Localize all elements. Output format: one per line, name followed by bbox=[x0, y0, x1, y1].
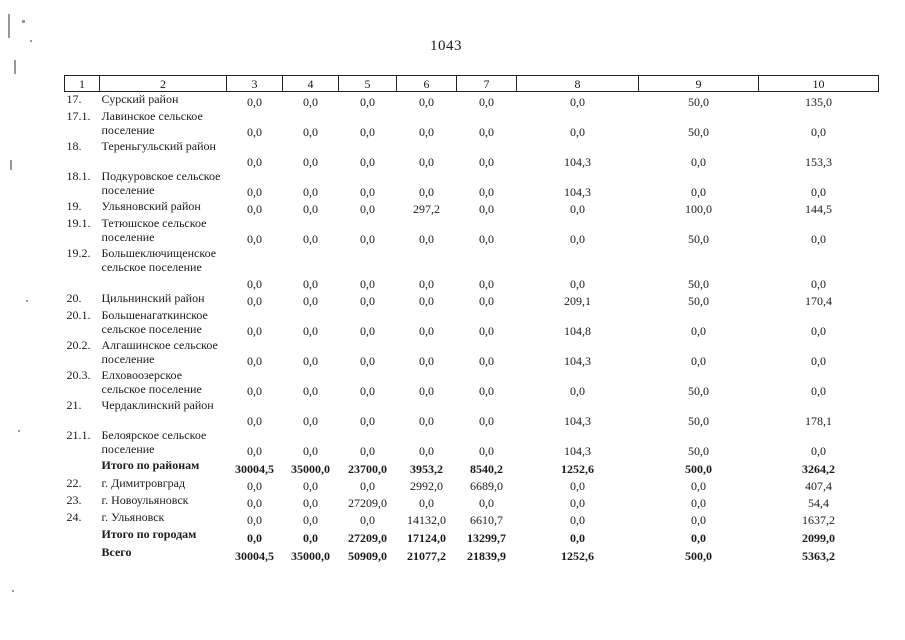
cell-value: 0,0 bbox=[691, 154, 706, 169]
cell-value: 0,0 bbox=[419, 383, 434, 398]
cell-value: 3264,2 bbox=[802, 461, 835, 476]
row-number: 20.3. bbox=[66, 367, 91, 382]
cell-value: 0,0 bbox=[479, 231, 494, 246]
table-row bbox=[65, 92, 879, 109]
scan-artifact bbox=[10, 160, 12, 170]
cell-value: 104,3 bbox=[564, 443, 591, 458]
cell-value: 2992,0 bbox=[410, 478, 443, 493]
cell-value: 50,0 bbox=[688, 231, 709, 246]
cell-value: 0,0 bbox=[811, 353, 826, 368]
row-name: Цильнинский район bbox=[101, 290, 205, 305]
cell-value: 500,0 bbox=[685, 548, 712, 563]
cell-value: 0,0 bbox=[360, 154, 375, 169]
cell-value: 0,0 bbox=[479, 293, 494, 308]
cell-value: 104,8 bbox=[564, 323, 591, 338]
cell-value: 0,0 bbox=[419, 154, 434, 169]
cell-value: 0,0 bbox=[419, 353, 434, 368]
cell-value: 0,0 bbox=[479, 124, 494, 139]
table-row bbox=[65, 338, 879, 368]
scan-artifact bbox=[8, 14, 10, 38]
scan-artifact bbox=[30, 40, 32, 42]
row-name: Тереньгульский район bbox=[101, 138, 216, 153]
cell-value: 50,0 bbox=[688, 124, 709, 139]
cell-value: 13299,7 bbox=[467, 530, 506, 545]
cell-value: 0,0 bbox=[570, 530, 585, 545]
cell-value: 0,0 bbox=[811, 383, 826, 398]
cell-value: 0,0 bbox=[691, 478, 706, 493]
cell-value: 0,0 bbox=[247, 293, 262, 308]
cell-value: 0,0 bbox=[419, 184, 434, 199]
cell-value: 0,0 bbox=[360, 201, 375, 216]
cell-value: 0,0 bbox=[247, 184, 262, 199]
column-header: 8 bbox=[517, 76, 639, 92]
cell-value: 0,0 bbox=[360, 184, 375, 199]
cell-value: 0,0 bbox=[247, 512, 262, 527]
cell-value: 54,4 bbox=[808, 495, 829, 510]
cell-value: 0,0 bbox=[811, 184, 826, 199]
cell-value: 0,0 bbox=[419, 94, 434, 109]
table-row bbox=[65, 109, 879, 139]
cell-value: 170,4 bbox=[805, 293, 832, 308]
cell-value: 0,0 bbox=[570, 124, 585, 139]
cell-value: 0,0 bbox=[247, 495, 262, 510]
column-header: 5 bbox=[339, 76, 397, 92]
row-number: 19. bbox=[66, 198, 82, 213]
cell-value: 0,0 bbox=[360, 383, 375, 398]
row-name: Всего bbox=[101, 544, 132, 559]
cell-value: 50,0 bbox=[688, 413, 709, 428]
row-name: г. Ульяновск bbox=[101, 509, 165, 524]
cell-value: 104,3 bbox=[564, 353, 591, 368]
row-number: 22. bbox=[66, 475, 82, 490]
row-number: 18. bbox=[66, 138, 82, 153]
total-row bbox=[65, 527, 879, 545]
cell-value: 8540,2 bbox=[470, 461, 503, 476]
table-row bbox=[65, 510, 879, 527]
cell-value: 0,0 bbox=[479, 413, 494, 428]
cell-value: 500,0 bbox=[685, 461, 712, 476]
cell-value: 0,0 bbox=[570, 276, 585, 291]
cell-value: 0,0 bbox=[303, 413, 318, 428]
row-number: 20. bbox=[66, 290, 82, 305]
cell-value: 35000,0 bbox=[291, 548, 330, 563]
cell-value: 3953,2 bbox=[410, 461, 443, 476]
column-header: 9 bbox=[639, 76, 759, 92]
cell-value: 0,0 bbox=[479, 495, 494, 510]
total-row bbox=[65, 458, 879, 476]
column-header: 1 bbox=[65, 76, 100, 92]
cell-value: 30004,5 bbox=[235, 461, 274, 476]
cell-value: 0,0 bbox=[247, 154, 262, 169]
total-row bbox=[65, 545, 879, 563]
cell-value: 50,0 bbox=[688, 293, 709, 308]
row-number: 17. bbox=[66, 92, 82, 106]
cell-value: 0,0 bbox=[570, 478, 585, 493]
cell-value: 50,0 bbox=[688, 94, 709, 109]
cell-value: 1252,6 bbox=[561, 548, 594, 563]
cell-value: 0,0 bbox=[419, 323, 434, 338]
cell-value: 0,0 bbox=[247, 276, 262, 291]
cell-value: 0,0 bbox=[570, 512, 585, 527]
cell-value: 0,0 bbox=[419, 293, 434, 308]
cell-value: 0,0 bbox=[247, 353, 262, 368]
row-name: Елховоозерское сельское поселение bbox=[101, 367, 202, 396]
row-name: Подкуровское сельское поселение bbox=[101, 168, 221, 197]
row-number: 21. bbox=[66, 397, 82, 412]
cell-value: 21839,9 bbox=[467, 548, 506, 563]
cell-value: 0,0 bbox=[360, 323, 375, 338]
cell-value: 0,0 bbox=[479, 383, 494, 398]
cell-value: 297,2 bbox=[413, 201, 440, 216]
table-row bbox=[65, 398, 879, 428]
row-number: 21.1. bbox=[66, 427, 91, 442]
cell-value: 0,0 bbox=[479, 353, 494, 368]
cell-value: 0,0 bbox=[811, 323, 826, 338]
cell-value: 104,3 bbox=[564, 184, 591, 199]
table-row bbox=[65, 428, 879, 458]
cell-value: 0,0 bbox=[419, 443, 434, 458]
cell-value: 0,0 bbox=[303, 94, 318, 109]
cell-value: 178,1 bbox=[805, 413, 832, 428]
row-name: Итого по городам bbox=[101, 526, 197, 541]
table-row bbox=[65, 476, 879, 493]
row-number: 19.2. bbox=[66, 245, 91, 260]
cell-value: 100,0 bbox=[685, 201, 712, 216]
row-name: Тетюшское сельское поселение bbox=[101, 215, 207, 244]
cell-value: 0,0 bbox=[247, 94, 262, 109]
cell-value: 0,0 bbox=[811, 124, 826, 139]
budget-table bbox=[64, 75, 879, 563]
cell-value: 0,0 bbox=[479, 276, 494, 291]
row-number bbox=[65, 527, 100, 545]
scan-artifact bbox=[14, 60, 16, 74]
cell-value: 407,4 bbox=[805, 478, 832, 493]
cell-value: 6689,0 bbox=[470, 478, 503, 493]
cell-value: 153,3 bbox=[805, 154, 832, 169]
row-number: 23. bbox=[66, 492, 82, 507]
cell-value: 0,0 bbox=[303, 478, 318, 493]
table-row bbox=[65, 216, 879, 246]
cell-value: 0,0 bbox=[303, 124, 318, 139]
cell-value: 0,0 bbox=[303, 231, 318, 246]
cell-value: 30004,5 bbox=[235, 548, 274, 563]
cell-value: 0,0 bbox=[691, 512, 706, 527]
cell-value: 0,0 bbox=[247, 478, 262, 493]
row-name: г. Новоульяновск bbox=[101, 492, 189, 507]
cell-value: 0,0 bbox=[360, 413, 375, 428]
row-number bbox=[65, 458, 100, 476]
cell-value: 6610,7 bbox=[470, 512, 503, 527]
cell-value: 0,0 bbox=[303, 530, 318, 545]
cell-value: 27209,0 bbox=[348, 530, 387, 545]
cell-value: 0,0 bbox=[811, 231, 826, 246]
cell-value: 0,0 bbox=[247, 383, 262, 398]
cell-value: 27209,0 bbox=[348, 495, 387, 510]
row-name: Большеключищенское сельское поселение bbox=[101, 245, 217, 274]
cell-value: 0,0 bbox=[303, 495, 318, 510]
row-name: Чердаклинский район bbox=[101, 397, 214, 412]
row-number: 20.1. bbox=[66, 307, 91, 322]
cell-value: 0,0 bbox=[811, 276, 826, 291]
cell-value: 0,0 bbox=[419, 231, 434, 246]
table-row bbox=[65, 246, 879, 291]
cell-value: 50,0 bbox=[688, 443, 709, 458]
table-row bbox=[65, 308, 879, 338]
cell-value: 0,0 bbox=[303, 512, 318, 527]
cell-value: 0,0 bbox=[303, 154, 318, 169]
row-name: Белоярское сельское поселение bbox=[101, 427, 207, 456]
cell-value: 0,0 bbox=[303, 443, 318, 458]
cell-value: 0,0 bbox=[247, 323, 262, 338]
cell-value: 0,0 bbox=[360, 512, 375, 527]
cell-value: 104,3 bbox=[564, 154, 591, 169]
table-row bbox=[65, 493, 879, 510]
cell-value: 0,0 bbox=[303, 323, 318, 338]
row-name: Лавинское сельское поселение bbox=[101, 108, 203, 137]
table-row bbox=[65, 368, 879, 398]
cell-value: 50,0 bbox=[688, 383, 709, 398]
cell-value: 17124,0 bbox=[407, 530, 446, 545]
cell-value: 0,0 bbox=[479, 94, 494, 109]
cell-value: 0,0 bbox=[691, 184, 706, 199]
cell-value: 0,0 bbox=[570, 383, 585, 398]
cell-value: 1252,6 bbox=[561, 461, 594, 476]
cell-value: 0,0 bbox=[360, 353, 375, 368]
cell-value: 0,0 bbox=[247, 443, 262, 458]
cell-value: 50,0 bbox=[688, 276, 709, 291]
cell-value: 0,0 bbox=[691, 495, 706, 510]
cell-value: 135,0 bbox=[805, 94, 832, 109]
table-row bbox=[65, 291, 879, 308]
cell-value: 0,0 bbox=[419, 413, 434, 428]
row-name: г. Димитровград bbox=[101, 475, 186, 490]
cell-value: 0,0 bbox=[360, 124, 375, 139]
cell-value: 0,0 bbox=[303, 383, 318, 398]
row-name: Большенагаткинское сельское поселение bbox=[101, 307, 208, 336]
cell-value: 104,3 bbox=[564, 413, 591, 428]
table-row bbox=[65, 139, 879, 169]
cell-value: 0,0 bbox=[419, 124, 434, 139]
cell-value: 0,0 bbox=[479, 154, 494, 169]
cell-value: 0,0 bbox=[691, 353, 706, 368]
row-name: Итого по районам bbox=[101, 457, 200, 472]
cell-value: 0,0 bbox=[247, 413, 262, 428]
cell-value: 0,0 bbox=[303, 353, 318, 368]
row-name: Алгашинское сельское поселение bbox=[101, 337, 218, 366]
page-number: 1043 bbox=[430, 38, 462, 54]
cell-value: 0,0 bbox=[247, 530, 262, 545]
cell-value: 0,0 bbox=[247, 231, 262, 246]
cell-value: 0,0 bbox=[570, 495, 585, 510]
row-number: 18.1. bbox=[66, 168, 91, 183]
cell-value: 1637,2 bbox=[802, 512, 835, 527]
cell-value: 0,0 bbox=[479, 443, 494, 458]
cell-value: 0,0 bbox=[479, 323, 494, 338]
table-row bbox=[65, 169, 879, 199]
cell-value: 0,0 bbox=[247, 201, 262, 216]
column-header: 7 bbox=[457, 76, 517, 92]
cell-value: 5363,2 bbox=[802, 548, 835, 563]
table-row bbox=[65, 199, 879, 216]
cell-value: 2099,0 bbox=[802, 530, 835, 545]
cell-value: 0,0 bbox=[303, 184, 318, 199]
cell-value: 50909,0 bbox=[348, 548, 387, 563]
scan-artifact bbox=[22, 20, 25, 23]
cell-value: 0,0 bbox=[570, 94, 585, 109]
cell-value: 0,0 bbox=[360, 478, 375, 493]
column-header: 10 bbox=[759, 76, 879, 92]
cell-value: 0,0 bbox=[570, 201, 585, 216]
column-header: 2 bbox=[100, 76, 227, 92]
cell-value: 144,5 bbox=[805, 201, 832, 216]
cell-value: 0,0 bbox=[303, 293, 318, 308]
row-number bbox=[65, 545, 100, 563]
cell-value: 21077,2 bbox=[407, 548, 446, 563]
table-header-row bbox=[65, 76, 879, 92]
scan-artifact bbox=[18, 430, 20, 432]
row-number: 24. bbox=[66, 509, 82, 524]
cell-value: 0,0 bbox=[360, 443, 375, 458]
cell-value: 35000,0 bbox=[291, 461, 330, 476]
cell-value: 0,0 bbox=[360, 293, 375, 308]
cell-value: 0,0 bbox=[691, 323, 706, 338]
cell-value: 0,0 bbox=[570, 231, 585, 246]
row-name: Ульяновский район bbox=[101, 198, 201, 213]
cell-value: 0,0 bbox=[360, 276, 375, 291]
row-number: 20.2. bbox=[66, 337, 91, 352]
cell-value: 0,0 bbox=[419, 495, 434, 510]
column-header: 3 bbox=[227, 76, 283, 92]
cell-value: 14132,0 bbox=[407, 512, 446, 527]
cell-value: 0,0 bbox=[360, 231, 375, 246]
column-header: 6 bbox=[397, 76, 457, 92]
cell-value: 0,0 bbox=[479, 201, 494, 216]
cell-value: 0,0 bbox=[479, 184, 494, 199]
row-name: Сурский район bbox=[101, 92, 179, 106]
cell-value: 0,0 bbox=[811, 443, 826, 458]
cell-value: 0,0 bbox=[247, 124, 262, 139]
cell-value: 0,0 bbox=[360, 94, 375, 109]
cell-value: 209,1 bbox=[564, 293, 591, 308]
cell-value: 0,0 bbox=[691, 530, 706, 545]
column-header: 4 bbox=[283, 76, 339, 92]
scan-artifact bbox=[12, 590, 14, 592]
row-number: 19.1. bbox=[66, 215, 91, 230]
cell-value: 23700,0 bbox=[348, 461, 387, 476]
cell-value: 0,0 bbox=[419, 276, 434, 291]
cell-value: 0,0 bbox=[303, 276, 318, 291]
cell-value: 0,0 bbox=[303, 201, 318, 216]
row-number: 17.1. bbox=[66, 108, 91, 123]
scan-artifact bbox=[26, 300, 28, 302]
